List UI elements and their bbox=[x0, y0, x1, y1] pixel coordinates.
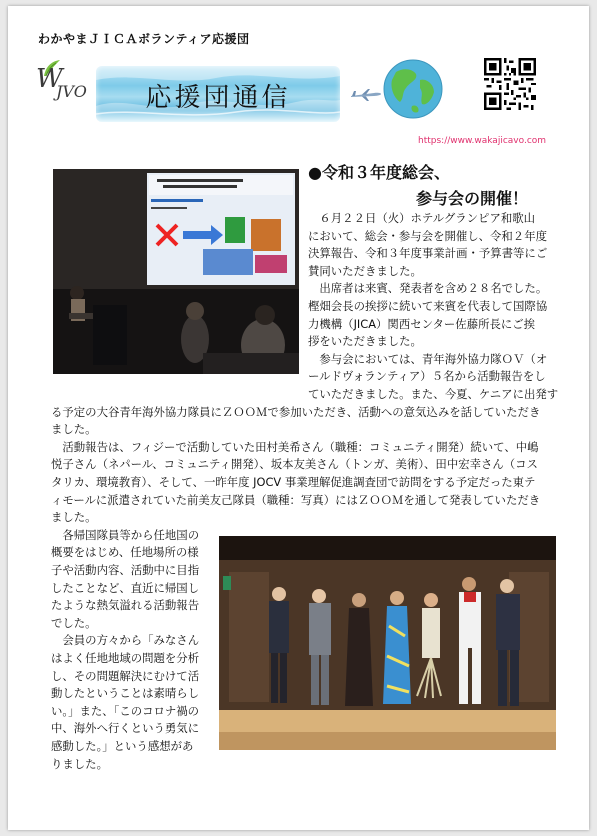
logo-letter-w: W bbox=[36, 64, 63, 94]
paragraph-line: 樫畑会長の挨拶に続いて来賓を代表して国際協 bbox=[308, 299, 548, 313]
paragraph-line: 各帰国隊員等から任地国の bbox=[51, 527, 200, 542]
paragraph-line: 悦子さん（ネパール、コミュニティ開発）、坂本友美さん（トンガ、美術）、田中宏幸さん（コス bbox=[51, 457, 538, 472]
org-name: わかやまＪＩＣＡボランティア応援団 bbox=[38, 32, 250, 46]
paragraph-line: りました。 bbox=[51, 756, 108, 771]
meeting-presentation-photo bbox=[53, 169, 299, 374]
paragraph-line: において、総会・参与会を開催し、令和２年度 bbox=[308, 228, 547, 243]
paragraph-line: ていただきました。また、今夏、ケニアに出発す bbox=[308, 387, 559, 401]
paragraph-line: 概要をはじめ、任地場所の様 bbox=[51, 545, 199, 560]
paragraph-line: 感動した。」という感想があ bbox=[51, 739, 194, 753]
paragraph-line: ６月２２日（火）ホテルグランピア和歌山 bbox=[308, 211, 536, 225]
paragraph-line: ールドヴォランティア）５名から活動報告をし bbox=[308, 369, 546, 384]
paragraph-line: したことなど、直近に帰国し bbox=[51, 580, 200, 595]
newsletter-page bbox=[8, 6, 589, 830]
paragraph-line: 活動報告は、フィジーで活動していた田村美希さん（職種：コミュニティ開発）続いて、中嶋 bbox=[51, 439, 539, 454]
paragraph-line: 賛同いただきました。 bbox=[308, 263, 422, 278]
paragraph-line: 決算報告、令和３年度事業計画・予算書等にご bbox=[308, 246, 548, 261]
paragraph-line: はよく任地地域の問題を分析 bbox=[51, 651, 200, 665]
article-title-line-2: 参与会の開催！ bbox=[416, 189, 529, 208]
group-photo bbox=[219, 536, 556, 750]
paragraph-line: でした。 bbox=[51, 615, 97, 630]
website-url[interactable]: https://www.wakajicavo.com bbox=[418, 136, 547, 146]
paragraph-line: 中、海外へ行くという勇気に bbox=[51, 721, 200, 736]
paragraph-line: 出席者は来賓、発表者を含め２８名でした。 bbox=[308, 281, 548, 296]
paragraph-line: し、その問題解決にむけて活 bbox=[51, 668, 200, 683]
paragraph-line: ました。 bbox=[51, 510, 97, 525]
wjvo-logo bbox=[30, 58, 90, 118]
paragraph-line: 会員の方々から「みなさん bbox=[51, 633, 200, 648]
paragraph-line: る予定の大谷青年海外協力隊員にＺＯＯＭで参加いただき、活動への意気込みを話していただき bbox=[51, 404, 541, 419]
airplane-icon bbox=[350, 88, 382, 102]
qr-code[interactable] bbox=[484, 58, 536, 110]
paragraph-line: い。」また、「このコロナ禍の bbox=[51, 703, 200, 718]
newsletter-banner bbox=[96, 66, 340, 122]
paragraph-line: たような熱気溢れる活動報告 bbox=[51, 598, 200, 613]
paragraph-line: ィモールに派遣されていた前美友己隊員（職種：写真）にはＺＯＯＭを通して発表していただき bbox=[51, 492, 541, 507]
banner-title: 応援団通信 bbox=[145, 83, 291, 113]
paragraph-line: 拶をいただきました。 bbox=[308, 334, 422, 349]
logo-letters-jvo: JVO bbox=[56, 82, 87, 101]
paragraph-line: 子や活動内容、活動中に目指 bbox=[51, 563, 200, 577]
paragraph-line: 力機構（JICA）関西センター佐藤所長にご挨 bbox=[308, 316, 536, 331]
article-title bbox=[308, 160, 528, 212]
paragraph-line: 参与会においては、青年海外協力隊ＯＶ（オ bbox=[308, 351, 548, 366]
paragraph-line: タリカ、環境教育）、そして、一昨年度 JOCV 事業理解促進調査団で訪問をする予定だった東テ bbox=[51, 475, 536, 489]
paragraph-line: ました。 bbox=[51, 422, 97, 437]
globe-icon bbox=[382, 58, 444, 120]
article-title-line-1: ●令和３年度総会、 bbox=[308, 163, 450, 182]
paragraph-line: 動したということは素晴らし bbox=[51, 686, 200, 701]
